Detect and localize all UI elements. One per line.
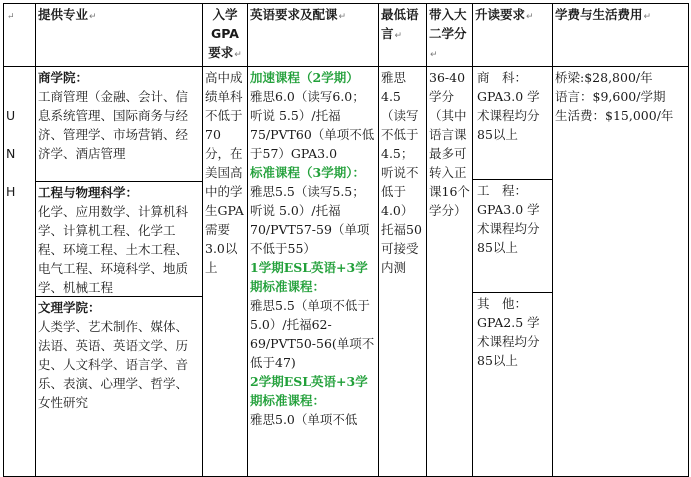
major-engineering-title: 工程与物理科学： <box>38 185 139 200</box>
body-row <box>4 67 689 477</box>
min-language-value: 雅思4.5（读写不低于4.5；听说不低于4.0）托福50可接受内测 <box>381 70 422 275</box>
major-business <box>36 67 202 181</box>
fee-language: 语言：$9,600/学期 <box>555 89 666 104</box>
credits-cell <box>427 67 473 477</box>
header-row <box>4 4 689 67</box>
header-min-language: 最低语言↵ <box>379 4 427 67</box>
major-arts <box>36 296 202 413</box>
major-engineering-body: 化学、应用数学、计算机科学、计算机工程、化学工程、环境工程、土木工程、电气工程、环境科学、地质学、机械工程 <box>38 204 189 295</box>
english-accelerated-title: 加速课程（2学期） <box>250 70 359 85</box>
program-table <box>3 3 689 477</box>
header-majors: 提供专业↵ <box>36 4 203 67</box>
majors-cell <box>36 67 203 477</box>
min-language-cell <box>379 67 427 477</box>
progression-cell <box>473 67 553 477</box>
header-credits: 带入大二学分↵ <box>427 4 473 67</box>
fee-living: 生活费：$15,000/年 <box>555 108 674 123</box>
major-business-body: 工商管理（金融、会计、信息系统管理、国际商务与经济、管理学、市场营销、经济学、酒店管理 <box>38 89 189 161</box>
major-arts-title: 文理学院： <box>38 300 101 315</box>
school-name: UNH <box>6 108 16 199</box>
school-cell <box>4 67 36 477</box>
english-esl1-title: 1学期ESL英语+3学期标准课程： <box>250 260 368 294</box>
fee-bridge: 桥梁:$28,800/年 <box>555 70 653 85</box>
major-engineering <box>36 181 202 296</box>
gpa-cell <box>203 67 248 477</box>
header-fees: 学费与生活费用↵ <box>553 4 689 67</box>
major-arts-body: 人类学、艺术制作、媒体、法语、英语、英语文学、历史、人文科学、语言学、音乐、表演、心理学、哲学、女性研究 <box>38 319 189 410</box>
header-english: 英语要求及配课↵ <box>248 4 379 67</box>
major-business-title: 商学院： <box>38 70 89 85</box>
header-blank: ↵ <box>4 4 36 67</box>
gpa-requirement: 高中成绩单科不低于70分，在美国高中的学生GPA需要3.0以上 <box>205 70 244 275</box>
english-standard-title: 标准课程（3学期）： <box>250 165 365 180</box>
fees-cell <box>553 67 689 477</box>
header-gpa: 入学GPA要求↵ <box>203 4 248 67</box>
english-esl2-title: 2学期ESL英语+3学期标准课程： <box>250 374 368 408</box>
credits-value: 36-40学分（其中语言课最多可转入正课16个学分） <box>429 70 470 218</box>
english-esl1-body: 雅思5.5（单项不低于 5.0）/托福62-69/PVT50-56(单项不低于47) <box>250 298 375 370</box>
english-accelerated-body: 雅思6.0（读写6.0；听说 5.5）/托福75/PVT60（单项不低于57）GPA3.0 <box>250 89 375 161</box>
english-esl2-body: 雅思5.0（单项不低 <box>250 412 358 427</box>
english-cell <box>248 67 379 477</box>
header-progression: 升读要求↵ <box>473 4 553 67</box>
progression-other: 其 他： GPA2.5 学术课程均分85以上 <box>473 292 552 371</box>
english-standard-body: 雅思5.5（读写5.5；听说 5.0）/托福70/PVT57-59（单项不低于55） <box>250 184 370 256</box>
progression-engineering: 工 程： GPA3.0 学术课程均分85以上 <box>473 179 552 292</box>
progression-business: 商 科： GPA3.0 学术课程均分85以上 <box>477 70 540 142</box>
